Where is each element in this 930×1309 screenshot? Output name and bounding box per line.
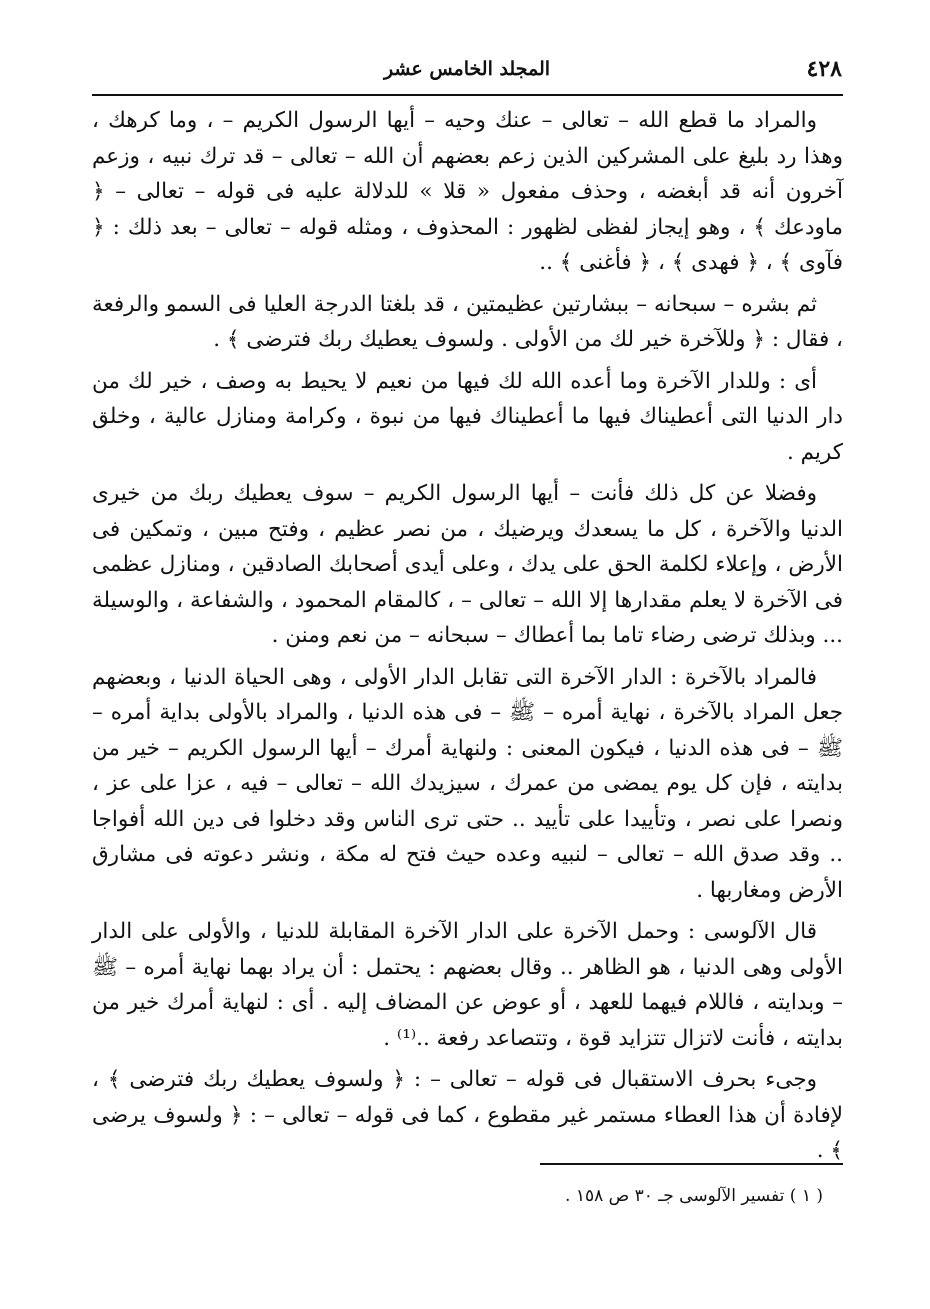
paragraph: فالمراد بالآخرة : الدار الآخرة التى تقابل الدار الأولى ، وهى الحياة الدنيا ، وبعضهم جعل المراد بالآخرة ، نهاية أمره – ﷺ – فى هذه الدنيا ، والمراد بالأولى بداية أمره – ﷺ – فى هذه الدنيا ، فيكون المعنى : ولنهاية أمرك – أيها الرسول الكريم – خير من بدايته ، فإن كل يوم يمضى من عمرك ، سيزيدك الله – تعالى – فيه ، عزا على عز ، ونصرا على نصر ، وتأييدا على تأييد .. حتى ترى الناس وقد دخلوا فى دين الله أفواجا .. وقد صدق الله – تعالى – لنبيه وعده حيث فتح له مكة ، ونشر دعوته فى مشارق الأرض ومغاربها . [92,664,843,903]
footnote-rule [540,1163,843,1165]
paragraph: ثم بشره – سبحانه – ببشارتين عظيمتين ، قد بلغتا الدرجة العليا فى السمو والرفعة ، فقال : ﴿ وللآخرة خير لك من الأولى . ولسوف يعطيك ربك فترضى ﴾ . [92,291,843,352]
running-title: المجلد الخامس عشر [383,58,551,80]
paragraph: قال الآلوسى : وحمل الآخرة على الدار الآخرة المقابلة للدنيا ، والأولى على الدار الأولى وهى الدنيا ، هو الظاهر .. وقال بعضهم : يحتمل : أن يراد بهما نهاية أمره – ﷺ – وبدايته ، فاللام فيهما للعهد ، أو عوض عن المضاف إليه . أى : لنهاية أمرك خير من بدايته ، فأنت لاتزال تتزايد قوة ، وتتصاعد رفعة ..⁽¹⁾ . [92,919,843,1051]
page-body [92,103,843,1175]
paragraph: وفضلا عن كل ذلك فأنت – أيها الرسول الكريم – سوف يعطيك ربك من خيرى الدنيا والآخرة ، كل ما يسعدك ويرضيك ، من نصر عظيم ، وفتح مبين ، وتمكين فى الأرض ، وإعلاء لكلمة الحق على يدك ، وعلى أيدى أصحابك الصادقين ، ومنازل عظمى فى الآخرة لا يعلم مقدارها إلا الله – تعالى – ، كالمقام المحمود ، والشفاعة ، والوسيلة ... وبذلك ترضى رضاء تاما بما أعطاك – سبحانه – من نعم ومنن . [92,481,843,648]
paragraph: وجىء بحرف الاستقبال فى قوله – تعالى – : ﴿ ولسوف يعطيك ربك فترضى ﴾ ، لإفادة أن هذا العطاء مستمر غير مقطوع ، كما فى قوله – تعالى – : ﴿ ولسوف يرضى ﴾ . [92,1067,843,1163]
footnote: ( ١ ) تفسير الآلوسى جـ ٣٠ ص ١٥٨ . [565,1186,823,1206]
header-rule [92,94,843,96]
page-header [92,52,842,90]
paragraph: والمراد ما قطع الله – تعالى – عنك وحيه – أيها الرسول الكريم – ، وما كرهك ، وهذا رد بليغ على المشركين الذين زعم بعضهم أن الله – تعالى – قد ترك نبيه ، وزعم آخرون أنه قد أبغضه ، وحذف مفعول « قلا » للدلالة عليه فى قوله – تعالى – ﴿ ماودعك ﴾ ، وهو إيجاز لفظى لظهور : المحذوف ، ومثله قوله – تعالى – بعد ذلك : ﴿ فآوى ﴾ ، ﴿ فهدى ﴾ ، ﴿ فأغنى ﴾ .. [92,108,843,275]
page-number: ٤٢٨ [806,56,842,82]
paragraph: أى : وللدار الآخرة وما أعده الله لك فيها من نعيم لا يحيط به وصف ، خير لك من دار الدنيا التى أعطيناك فيها ما أعطيناك فيها من نبوة ، وكرامة ومنازل عالية ، وخلق كريم . [92,368,843,465]
